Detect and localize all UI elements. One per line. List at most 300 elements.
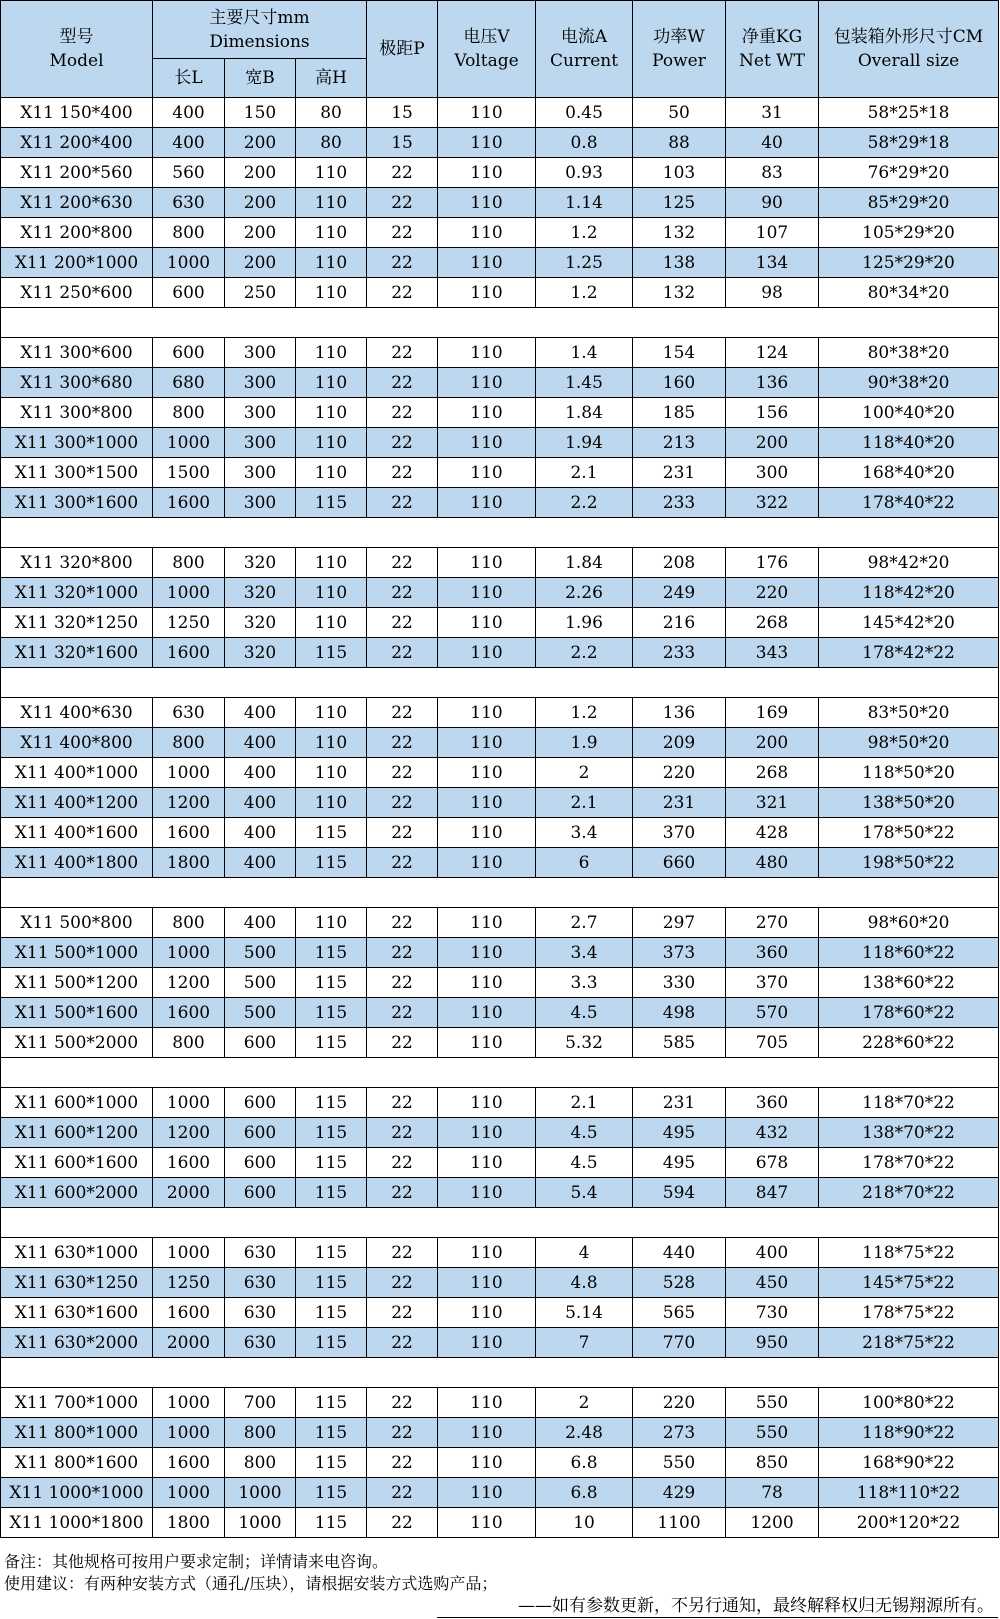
cell-voltage: 110 [438, 98, 536, 128]
cell-voltage: 110 [438, 218, 536, 248]
cell-weight: 136 [726, 368, 819, 398]
cell-width: 200 [225, 248, 296, 278]
cell-power: 233 [633, 638, 726, 668]
cell-length: 560 [153, 158, 225, 188]
cell-current: 4.5 [536, 998, 633, 1028]
cell-model: X11 400*1800 [1, 848, 153, 878]
cell-current: 1.14 [536, 188, 633, 218]
cell-power: 233 [633, 488, 726, 518]
table-row [1, 218, 999, 248]
cell-length: 1600 [153, 818, 225, 848]
cell-package: 98*60*20 [819, 908, 999, 938]
cell-weight: 370 [726, 968, 819, 998]
cell-voltage: 110 [438, 818, 536, 848]
table-row [1, 758, 999, 788]
cell-voltage: 110 [438, 1388, 536, 1418]
cell-model: X11 500*1200 [1, 968, 153, 998]
cell-package: 200*120*22 [819, 1508, 999, 1538]
cell-power: 208 [633, 548, 726, 578]
cell-pitch: 22 [367, 1508, 438, 1538]
cell-length: 1250 [153, 1268, 225, 1298]
cell-power: 495 [633, 1118, 726, 1148]
cell-voltage: 110 [438, 1178, 536, 1208]
cell-width: 300 [225, 488, 296, 518]
table-row [1, 188, 999, 218]
cell-height: 110 [296, 278, 367, 308]
note-usage: 使用建议：有两种安装方式（通孔/压块），请根据安装方式选购产品； [4, 1574, 498, 1593]
cell-current: 6.8 [536, 1448, 633, 1478]
cell-pitch: 22 [367, 1028, 438, 1058]
header-voltage-en: Voltage [454, 51, 519, 71]
cell-length: 1000 [153, 758, 225, 788]
cell-package: 168*90*22 [819, 1448, 999, 1478]
cell-weight: 268 [726, 758, 819, 788]
cell-weight: 343 [726, 638, 819, 668]
header-dims-cn: 主要尺寸mm [209, 7, 310, 28]
cell-height: 110 [296, 608, 367, 638]
cell-pitch: 22 [367, 368, 438, 398]
cell-height: 115 [296, 1418, 367, 1448]
cell-width: 320 [225, 638, 296, 668]
cell-model: X11 400*1600 [1, 818, 153, 848]
header-model [1, 1, 153, 98]
cell-height: 115 [296, 1478, 367, 1508]
cell-width: 1000 [225, 1478, 296, 1508]
group-separator [1, 1358, 999, 1388]
cell-current: 3.4 [536, 938, 633, 968]
cell-length: 1200 [153, 968, 225, 998]
cell-package: 218*70*22 [819, 1178, 999, 1208]
cell-height: 110 [296, 698, 367, 728]
table-body [1, 98, 999, 1538]
cell-height: 115 [296, 1088, 367, 1118]
cell-power: 594 [633, 1178, 726, 1208]
cell-width: 1000 [225, 1508, 296, 1538]
cell-height: 110 [296, 158, 367, 188]
cell-length: 600 [153, 338, 225, 368]
cell-voltage: 110 [438, 398, 536, 428]
cell-width: 800 [225, 1418, 296, 1448]
cell-voltage: 110 [438, 758, 536, 788]
cell-length: 2000 [153, 1328, 225, 1358]
cell-length: 400 [153, 128, 225, 158]
table-row [1, 1118, 999, 1148]
cell-package: 80*34*20 [819, 278, 999, 308]
cell-weight: 432 [726, 1118, 819, 1148]
cell-package: 138*50*20 [819, 788, 999, 818]
cell-weight: 270 [726, 908, 819, 938]
cell-current: 2 [536, 1388, 633, 1418]
cell-width: 400 [225, 758, 296, 788]
cell-height: 115 [296, 848, 367, 878]
cell-height: 115 [296, 968, 367, 998]
cell-weight: 550 [726, 1418, 819, 1448]
table-row [1, 908, 999, 938]
separator-cell [1, 668, 999, 698]
cell-pitch: 22 [367, 458, 438, 488]
cell-model: X11 250*600 [1, 278, 153, 308]
table-row [1, 608, 999, 638]
group-separator [1, 1058, 999, 1088]
cell-model: X11 300*680 [1, 368, 153, 398]
cell-model: X11 300*1000 [1, 428, 153, 458]
header-current-en: Current [549, 51, 619, 71]
header-current [536, 1, 633, 98]
separator-cell [1, 1208, 999, 1238]
cell-current: 2.2 [536, 488, 633, 518]
cell-model: X11 630*1600 [1, 1298, 153, 1328]
cell-pitch: 22 [367, 578, 438, 608]
cell-power: 220 [633, 758, 726, 788]
header-power-cn: 功率W [653, 27, 705, 47]
header-voltage [438, 1, 536, 98]
cell-width: 300 [225, 338, 296, 368]
cell-weight: 360 [726, 938, 819, 968]
cell-current: 1.9 [536, 728, 633, 758]
header-width: 宽B [225, 59, 296, 98]
cell-model: X11 200*630 [1, 188, 153, 218]
cell-package: 118*50*20 [819, 758, 999, 788]
cell-weight: 98 [726, 278, 819, 308]
cell-weight: 40 [726, 128, 819, 158]
cell-height: 115 [296, 1148, 367, 1178]
cell-width: 600 [225, 1028, 296, 1058]
cell-width: 400 [225, 728, 296, 758]
cell-pitch: 22 [367, 728, 438, 758]
cell-weight: 450 [726, 1268, 819, 1298]
cell-current: 7 [536, 1328, 633, 1358]
cell-power: 132 [633, 218, 726, 248]
cell-package: 83*50*20 [819, 698, 999, 728]
cell-height: 115 [296, 998, 367, 1028]
header-height: 高H [296, 59, 367, 98]
group-separator [1, 1208, 999, 1238]
cell-power: 297 [633, 908, 726, 938]
cell-power: 138 [633, 248, 726, 278]
cell-weight: 1200 [726, 1508, 819, 1538]
cell-voltage: 110 [438, 1238, 536, 1268]
cell-power: 1100 [633, 1508, 726, 1538]
header-weight [726, 1, 819, 98]
cell-pitch: 22 [367, 398, 438, 428]
cell-pitch: 22 [367, 1178, 438, 1208]
cell-width: 320 [225, 548, 296, 578]
cell-power: 216 [633, 608, 726, 638]
cell-pitch: 22 [367, 428, 438, 458]
cell-voltage: 110 [438, 728, 536, 758]
table-row [1, 698, 999, 728]
table-row [1, 1268, 999, 1298]
cell-length: 1000 [153, 1388, 225, 1418]
table-row [1, 338, 999, 368]
cell-model: X11 630*1000 [1, 1238, 153, 1268]
header-weight-en: Net WT [739, 51, 805, 71]
cell-package: 228*60*22 [819, 1028, 999, 1058]
cell-weight: 480 [726, 848, 819, 878]
cell-package: 100*40*20 [819, 398, 999, 428]
cell-weight: 134 [726, 248, 819, 278]
cell-current: 2.1 [536, 788, 633, 818]
cell-voltage: 110 [438, 788, 536, 818]
table-row [1, 458, 999, 488]
cell-power: 154 [633, 338, 726, 368]
cell-height: 115 [296, 1238, 367, 1268]
cell-width: 400 [225, 818, 296, 848]
cell-current: 2.48 [536, 1418, 633, 1448]
cell-pitch: 22 [367, 1388, 438, 1418]
cell-weight: 705 [726, 1028, 819, 1058]
cell-model: X11 320*1600 [1, 638, 153, 668]
cell-package: 58*25*18 [819, 98, 999, 128]
header-weight-cn: 净重KG [741, 27, 803, 47]
cell-height: 115 [296, 938, 367, 968]
cell-voltage: 110 [438, 368, 536, 398]
cell-model: X11 500*1600 [1, 998, 153, 1028]
cell-weight: 220 [726, 578, 819, 608]
cell-weight: 678 [726, 1148, 819, 1178]
cell-height: 80 [296, 98, 367, 128]
cell-width: 300 [225, 458, 296, 488]
cell-length: 1600 [153, 488, 225, 518]
cell-length: 1000 [153, 1238, 225, 1268]
cell-current: 10 [536, 1508, 633, 1538]
cell-power: 132 [633, 278, 726, 308]
cell-pitch: 22 [367, 1088, 438, 1118]
cell-model: X11 200*1000 [1, 248, 153, 278]
cell-model: X11 500*1000 [1, 938, 153, 968]
cell-voltage: 110 [438, 1148, 536, 1178]
cell-power: 440 [633, 1238, 726, 1268]
cell-model: X11 800*1000 [1, 1418, 153, 1448]
cell-current: 1.45 [536, 368, 633, 398]
cell-model: X11 700*1000 [1, 1388, 153, 1418]
table-row [1, 398, 999, 428]
cell-current: 2.7 [536, 908, 633, 938]
cell-voltage: 110 [438, 578, 536, 608]
cell-package: 118*40*20 [819, 428, 999, 458]
cell-package: 85*29*20 [819, 188, 999, 218]
cell-power: 231 [633, 1088, 726, 1118]
cell-current: 4.5 [536, 1118, 633, 1148]
table-row [1, 1418, 999, 1448]
cell-power: 231 [633, 788, 726, 818]
cell-length: 800 [153, 908, 225, 938]
cell-weight: 200 [726, 728, 819, 758]
cell-pitch: 22 [367, 788, 438, 818]
cell-package: 178*50*22 [819, 818, 999, 848]
cell-length: 1000 [153, 428, 225, 458]
cell-voltage: 110 [438, 428, 536, 458]
cell-length: 800 [153, 728, 225, 758]
cell-width: 320 [225, 578, 296, 608]
header-power [633, 1, 726, 98]
table-row [1, 938, 999, 968]
cell-package: 125*29*20 [819, 248, 999, 278]
cell-height: 110 [296, 458, 367, 488]
note-disclaimer: ——如有参数更新，不另行通知，最终解释权归无锡翔源所有。 [518, 1596, 994, 1616]
cell-voltage: 110 [438, 698, 536, 728]
header-power-en: Power [652, 51, 706, 71]
cell-model: X11 400*1000 [1, 758, 153, 788]
cell-voltage: 110 [438, 278, 536, 308]
cell-length: 1000 [153, 1088, 225, 1118]
header-model-cn: 型号 [59, 27, 94, 47]
cell-package: 118*42*20 [819, 578, 999, 608]
cell-voltage: 110 [438, 1478, 536, 1508]
header-pitch: 极距P [367, 1, 438, 98]
cell-height: 110 [296, 398, 367, 428]
table-row [1, 1238, 999, 1268]
cell-voltage: 110 [438, 638, 536, 668]
cell-package: 145*75*22 [819, 1268, 999, 1298]
cell-length: 2000 [153, 1178, 225, 1208]
cell-pitch: 22 [367, 998, 438, 1028]
table-row [1, 1388, 999, 1418]
cell-pitch: 22 [367, 1118, 438, 1148]
cell-current: 0.93 [536, 158, 633, 188]
cell-voltage: 110 [438, 938, 536, 968]
cell-voltage: 110 [438, 458, 536, 488]
cell-package: 98*42*20 [819, 548, 999, 578]
table-row [1, 128, 999, 158]
cell-package: 178*42*22 [819, 638, 999, 668]
cell-pitch: 22 [367, 638, 438, 668]
cell-height: 115 [296, 1028, 367, 1058]
table-row [1, 428, 999, 458]
cell-width: 150 [225, 98, 296, 128]
cell-package: 138*60*22 [819, 968, 999, 998]
cell-package: 178*40*22 [819, 488, 999, 518]
cell-voltage: 110 [438, 1268, 536, 1298]
header-package-cn: 包装箱外形尺寸CM [833, 27, 984, 47]
cell-voltage: 110 [438, 998, 536, 1028]
cell-pitch: 22 [367, 338, 438, 368]
cell-height: 110 [296, 728, 367, 758]
cell-model: X11 320*800 [1, 548, 153, 578]
separator-cell [1, 518, 999, 548]
table-row [1, 1328, 999, 1358]
cell-height: 110 [296, 338, 367, 368]
cell-pitch: 22 [367, 1418, 438, 1448]
cell-voltage: 110 [438, 488, 536, 518]
cell-pitch: 15 [367, 98, 438, 128]
cell-package: 118*110*22 [819, 1478, 999, 1508]
cell-width: 400 [225, 848, 296, 878]
cell-current: 2 [536, 758, 633, 788]
cell-model: X11 600*1000 [1, 1088, 153, 1118]
table-row [1, 848, 999, 878]
table-row [1, 248, 999, 278]
cell-power: 565 [633, 1298, 726, 1328]
cell-current: 4.8 [536, 1268, 633, 1298]
cell-height: 115 [296, 1298, 367, 1328]
cell-power: 273 [633, 1418, 726, 1448]
cell-pitch: 22 [367, 1238, 438, 1268]
cell-width: 800 [225, 1448, 296, 1478]
cell-pitch: 22 [367, 188, 438, 218]
cell-current: 3.3 [536, 968, 633, 998]
cell-voltage: 110 [438, 1088, 536, 1118]
cell-width: 400 [225, 908, 296, 938]
cell-package: 138*70*22 [819, 1118, 999, 1148]
cell-length: 1200 [153, 1118, 225, 1148]
cell-power: 213 [633, 428, 726, 458]
cell-pitch: 22 [367, 1268, 438, 1298]
cell-length: 1800 [153, 1508, 225, 1538]
cell-length: 1000 [153, 1418, 225, 1448]
cell-voltage: 110 [438, 1118, 536, 1148]
cell-height: 110 [296, 188, 367, 218]
cell-current: 6 [536, 848, 633, 878]
cell-current: 1.94 [536, 428, 633, 458]
cell-power: 495 [633, 1148, 726, 1178]
cell-weight: 360 [726, 1088, 819, 1118]
cell-pitch: 15 [367, 128, 438, 158]
cell-voltage: 110 [438, 128, 536, 158]
cell-width: 300 [225, 368, 296, 398]
table-row [1, 818, 999, 848]
cell-width: 200 [225, 128, 296, 158]
cell-model: X11 500*800 [1, 908, 153, 938]
cell-voltage: 110 [438, 248, 536, 278]
cell-width: 600 [225, 1088, 296, 1118]
cell-weight: 124 [726, 338, 819, 368]
cell-length: 680 [153, 368, 225, 398]
cell-length: 1200 [153, 788, 225, 818]
cell-model: X11 800*1600 [1, 1448, 153, 1478]
cell-model: X11 400*1200 [1, 788, 153, 818]
table-row [1, 1178, 999, 1208]
cell-weight: 268 [726, 608, 819, 638]
cell-power: 185 [633, 398, 726, 428]
cell-current: 4.5 [536, 1148, 633, 1178]
cell-voltage: 110 [438, 158, 536, 188]
cell-width: 400 [225, 698, 296, 728]
cell-pitch: 22 [367, 158, 438, 188]
cell-current: 6.8 [536, 1478, 633, 1508]
table-row [1, 278, 999, 308]
cell-voltage: 110 [438, 1418, 536, 1448]
cell-power: 498 [633, 998, 726, 1028]
cell-height: 110 [296, 248, 367, 278]
separator-cell [1, 1058, 999, 1088]
note-remark: 备注：其他规格可按用户要求定制；详情请来电咨询。 [4, 1552, 389, 1571]
separator-cell [1, 878, 999, 908]
cell-length: 1000 [153, 938, 225, 968]
group-separator [1, 878, 999, 908]
cell-weight: 156 [726, 398, 819, 428]
cell-length: 400 [153, 98, 225, 128]
cell-weight: 78 [726, 1478, 819, 1508]
cell-voltage: 110 [438, 1328, 536, 1358]
cell-power: 370 [633, 818, 726, 848]
cell-power: 103 [633, 158, 726, 188]
cell-height: 110 [296, 788, 367, 818]
cell-height: 110 [296, 908, 367, 938]
cell-power: 373 [633, 938, 726, 968]
table-row [1, 98, 999, 128]
cell-package: 118*90*22 [819, 1418, 999, 1448]
cell-power: 770 [633, 1328, 726, 1358]
cell-width: 700 [225, 1388, 296, 1418]
cell-weight: 321 [726, 788, 819, 818]
cell-current: 1.2 [536, 218, 633, 248]
cell-pitch: 22 [367, 218, 438, 248]
cell-width: 200 [225, 188, 296, 218]
cell-package: 178*70*22 [819, 1148, 999, 1178]
cell-current: 1.25 [536, 248, 633, 278]
cell-package: 118*70*22 [819, 1088, 999, 1118]
